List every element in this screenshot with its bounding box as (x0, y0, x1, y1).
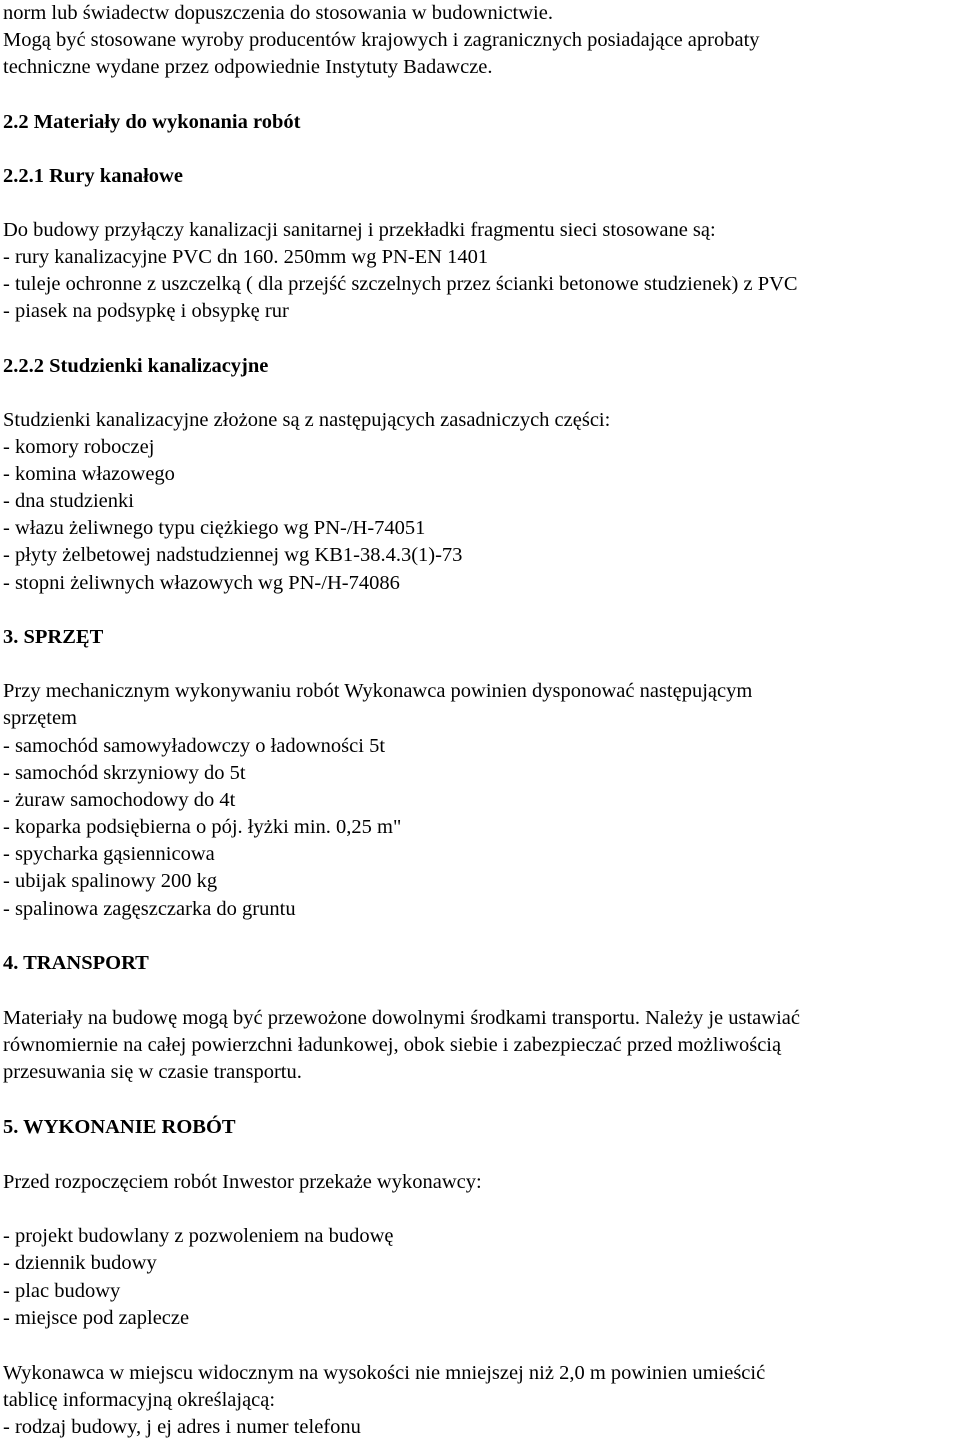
text-line: sprzętem (3, 707, 77, 729)
text-line: norm lub świadectw dopuszczenia do stosowania w budownictwie. (3, 2, 553, 24)
list-item: - dna studzienki (3, 490, 134, 512)
list-item: - rury kanalizacyjne PVC dn 160. 250mm wg PN-EN 1401 (3, 246, 489, 268)
list-item: - projekt budowlany z pozwoleniem na budowę (3, 1225, 394, 1247)
section-heading: 2.2.1 Rury kanałowe (3, 165, 183, 187)
text-line: techniczne wydane przez odpowiednie Instytuty Badawcze. (3, 56, 493, 78)
list-item: - piasek na podsypkę i obsypkę rur (3, 300, 289, 322)
text-line: Przed rozpoczęciem robót Inwestor przekaże wykonawcy: (3, 1171, 482, 1193)
list-item: - samochód samowyładowczy o ładowności 5t (3, 735, 386, 757)
list-item: - płyty żelbetowej nadstudziennej wg KB1-38.4.3(1)-73 (3, 544, 463, 566)
document-page (3, 0, 960, 1444)
section-heading: 5. WYKONANIE ROBÓT (3, 1116, 236, 1138)
list-item: - komina włazowego (3, 463, 175, 485)
text-line: tablicę informacyjną określającą: (3, 1389, 276, 1411)
text-line: Mogą być stosowane wyroby producentów krajowych i zagranicznych posiadające aprobaty (3, 29, 760, 51)
text-line: Wykonawca w miejscu widocznym na wysokości nie mniejszej niż 2,0 m powinien umieścić (3, 1362, 766, 1384)
list-item: - włazu żeliwnego typu ciężkiego wg PN-/H-74051 (3, 517, 426, 539)
section-heading: 2.2.2 Studzienki kanalizacyjne (3, 355, 269, 377)
section-heading: 3. SPRZĘT (3, 626, 104, 648)
list-item: - spalinowa zagęszczarka do gruntu (3, 898, 296, 920)
list-item: - żuraw samochodowy do 4t (3, 789, 236, 811)
text-line: przesuwania się w czasie transportu. (3, 1061, 302, 1083)
text-line: Do budowy przyłączy kanalizacji sanitarnej i przekładki fragmentu sieci stosowane są: (3, 219, 716, 241)
list-item: - ubijak spalinowy 200 kg (3, 870, 218, 892)
list-item: - rodzaj budowy, j ej adres i numer telefonu (3, 1416, 361, 1438)
section-heading: 2.2 Materiały do wykonania robót (3, 111, 301, 133)
list-item: - stopni żeliwnych włazowych wg PN-/H-74086 (3, 572, 400, 594)
list-item: - samochód skrzyniowy do 5t (3, 762, 246, 784)
list-item: - dziennik budowy (3, 1252, 157, 1274)
text-line: Studzienki kanalizacyjne złożone są z następujących zasadniczych części: (3, 409, 611, 431)
list-item: - spycharka gąsiennicowa (3, 843, 215, 865)
list-item: - komory roboczej (3, 436, 155, 458)
list-item: - koparka podsiębierna o pój. łyżki min. 0,25 m" (3, 816, 402, 838)
section-heading: 4. TRANSPORT (3, 952, 149, 974)
text-line: równomiernie na całej powierzchni ładunkowej, obok siebie i zabezpieczać przed możliwością (3, 1034, 782, 1056)
list-item: - miejsce pod zaplecze (3, 1307, 190, 1329)
text-line: Przy mechanicznym wykonywaniu robót Wykonawca powinien dysponować następującym (3, 680, 753, 702)
list-item: - tuleje ochronne z uszczelką ( dla przejść szczelnych przez ścianki betonowe studzienek) z PVC (3, 273, 798, 295)
list-item: - plac budowy (3, 1280, 121, 1302)
text-line: Materiały na budowę mogą być przewożone dowolnymi środkami transportu. Należy je ustawiać (3, 1007, 800, 1029)
